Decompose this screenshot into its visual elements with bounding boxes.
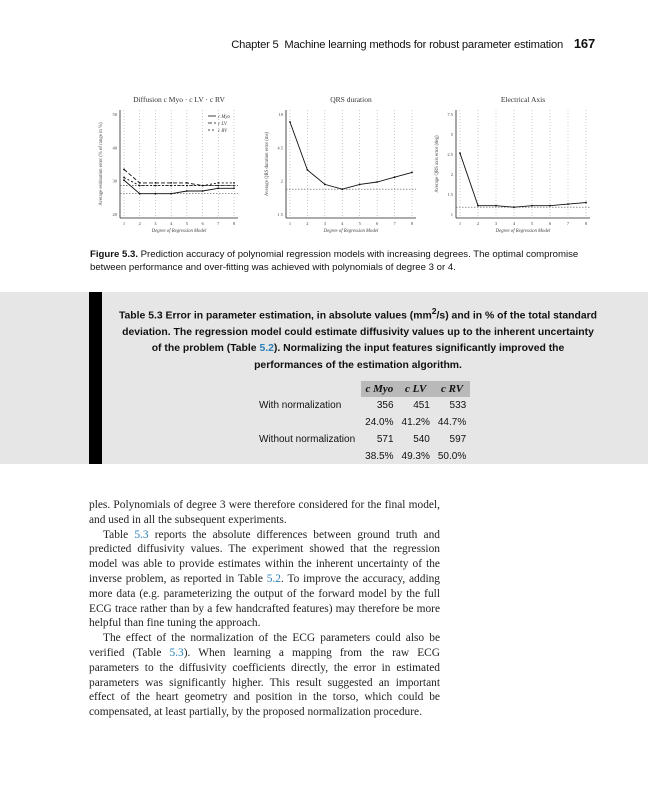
y-tick-label: 7.5 — [447, 112, 453, 117]
x-tick-label: 3 — [323, 221, 326, 226]
table-5-3-link[interactable]: 5.3 — [134, 528, 149, 541]
table-cell: 38.5% — [365, 451, 394, 462]
x-tick-label: 8 — [584, 221, 588, 226]
data-point — [233, 187, 235, 189]
y-tick-label: 1 — [450, 212, 453, 217]
paragraph — [89, 528, 440, 632]
series-line-qrs-duration — [290, 122, 412, 189]
data-point — [307, 169, 309, 171]
table-cell: 597 — [449, 434, 467, 445]
legend-label: c Myo — [218, 115, 230, 120]
data-point — [585, 202, 587, 204]
data-point — [217, 185, 219, 187]
table-caption-sup: 2 — [431, 306, 437, 316]
table-caption-part1: Table 5.3 Error in parameter estimation, in absolute values (mm — [118, 310, 432, 322]
x-tick-label: 5 — [358, 221, 361, 226]
data-point — [324, 184, 326, 186]
chart-title: Diffusion c Myo · c LV · c RV — [133, 95, 225, 104]
data-point — [123, 179, 125, 181]
data-point — [513, 206, 515, 208]
row-label — [255, 448, 361, 465]
x-axis-label: Degree of Regression Model — [323, 229, 379, 234]
x-axis-label: Degree of Regression Model — [495, 229, 551, 234]
figure-label: Figure 5.3. — [90, 249, 138, 260]
x-tick-label: 3 — [154, 221, 157, 226]
figure-plots — [76, 90, 596, 240]
x-tick-label: 4 — [512, 221, 516, 226]
chapter-title: Machine learning methods for robust parameter estimation — [284, 39, 563, 51]
series-line-c-myo — [124, 180, 234, 194]
x-tick-label: 7 — [217, 221, 220, 226]
y-tick-label: 2.5 — [447, 152, 453, 157]
y-tick-label: 10 — [278, 112, 283, 117]
data-point — [202, 185, 204, 187]
legend-label: c RV — [218, 129, 228, 134]
text-run: reports the absolute differences between ground truth and predicted diffusivity values. The experiment showed that the regression model was able to provide estimates within the inherent uncertainty of the inverse problem, as reported in Table — [89, 528, 440, 585]
table-5-3-link[interactable]: 5.3 — [169, 646, 184, 659]
data-point — [139, 185, 141, 187]
table-cell: 41.2% — [401, 417, 430, 428]
data-point — [139, 182, 141, 184]
data-point — [170, 182, 172, 184]
data-point — [186, 182, 188, 184]
legend-label: c LV — [218, 122, 227, 127]
x-tick-label: 1 — [288, 221, 292, 226]
data-point — [495, 205, 497, 207]
chart-title: QRS duration — [330, 95, 372, 104]
y-axis-label: Average QRS axis error (deg) — [435, 135, 440, 193]
results-table — [255, 381, 470, 465]
y-tick-label: 50 — [112, 112, 117, 117]
text-run: Table — [103, 528, 135, 541]
y-tick-label: 20 — [112, 212, 117, 217]
x-tick-label: 7 — [393, 221, 396, 226]
text-run: The effect of the normalization of the ECG parameters could also be verified (Table — [89, 632, 440, 659]
table-cell: 571 — [376, 434, 394, 445]
data-point — [233, 182, 235, 184]
data-point — [459, 152, 461, 154]
table-cell: 44.7% — [437, 417, 467, 428]
table-header-row — [255, 381, 470, 397]
x-tick-label: 3 — [494, 221, 498, 226]
x-tick-label: 6 — [376, 221, 379, 226]
table-cell: 50.0% — [437, 451, 467, 462]
table-cell: 356 — [376, 400, 394, 411]
table-caption — [118, 303, 598, 374]
body-text — [89, 498, 440, 720]
table-row — [255, 448, 470, 465]
table-caption-part3: ). Normalizing the input features significantly improved the performances of the estimation algorithm. — [254, 343, 565, 371]
chapter-label: Chapter 5 — [231, 39, 279, 51]
data-point — [155, 182, 157, 184]
y-tick-label: 4.5 — [277, 145, 283, 151]
y-tick-label: 2 — [280, 178, 283, 184]
x-tick-label: 5 — [185, 221, 188, 226]
row-label: Without normalization — [259, 434, 356, 445]
page-number: 167 — [573, 36, 595, 51]
data-point — [376, 181, 378, 183]
data-point — [202, 190, 204, 192]
data-point — [217, 187, 219, 189]
paragraph — [89, 631, 440, 720]
x-tick-label: 1 — [122, 221, 126, 226]
table-row — [255, 414, 470, 431]
data-point — [394, 176, 396, 178]
y-tick-label: 40 — [112, 145, 117, 151]
table-5-2-link[interactable]: 5.2 — [266, 572, 282, 585]
table-cell: 451 — [413, 400, 430, 411]
y-axis-label: Average estimation error (% of range in %) — [99, 122, 104, 206]
series-line-electrical-axis — [460, 153, 586, 207]
data-point — [155, 185, 157, 187]
figure-caption-text: Prediction accuracy of polynomial regression models with increasing degrees. The optimal compromise between performance and over-fitting was achieved with polynomials of degree 3 or 4. — [90, 249, 579, 273]
y-tick-label: 1.5 — [277, 212, 283, 217]
x-tick-label: 2 — [476, 221, 480, 226]
col-header: c RV — [434, 381, 470, 397]
table-row — [255, 431, 470, 448]
x-axis-label: Degree of Regression Model — [151, 229, 207, 234]
y-tick-label: 30 — [112, 178, 117, 184]
y-tick-label: 1.5 — [447, 192, 453, 197]
x-tick-label: 1 — [458, 221, 462, 226]
x-tick-label: 6 — [548, 221, 552, 226]
text-run: ). When learning a mapping from the raw ECG parameters to the diffusivity coefficients directly, the error in estimated parameters was significantly higher. This result suggested an important effect of the heart geometry and position in the torso, which could be compensated, at least partially, by the proposed normalization procedure. — [89, 646, 440, 719]
table-row — [255, 397, 470, 414]
table-side-bar — [89, 292, 102, 464]
x-tick-label: 2 — [306, 221, 309, 226]
x-tick-label: 5 — [530, 221, 534, 226]
data-point — [170, 185, 172, 187]
figure-5-3 — [76, 90, 596, 240]
col-header: c LV — [398, 381, 434, 397]
text-run: . To improve the accuracy, adding more data (e.g. parameterizing the output of the forward model by the full ECG trace rather than by a few handcrafted features) may therefore be more helpful than fine tuning the approach. — [89, 572, 440, 630]
data-point — [186, 190, 188, 192]
y-tick-label: 5 — [450, 132, 453, 137]
running-header — [231, 36, 595, 51]
x-tick-label: 2 — [138, 221, 141, 226]
chart-title: Electrical Axis — [500, 95, 546, 104]
table-cell: 533 — [449, 400, 467, 411]
data-point — [186, 185, 188, 187]
row-label: With normalization — [259, 400, 342, 411]
data-point — [123, 177, 125, 179]
x-tick-label: 4 — [170, 221, 173, 226]
figure-caption — [90, 248, 590, 274]
table-cell: 24.0% — [365, 417, 394, 428]
y-axis-label: Average QRS duration error (ms) — [265, 131, 270, 197]
x-tick-label: 7 — [566, 221, 570, 226]
data-point — [155, 193, 157, 195]
paragraph: ples. Polynomials of degree 3 were therefore considered for the final model, and used in all the subsequent experiments. — [89, 499, 440, 526]
data-point — [531, 205, 533, 207]
table-cell: 49.3% — [401, 451, 430, 462]
x-tick-label: 6 — [201, 221, 204, 226]
data-point — [477, 205, 479, 207]
table-cell: 540 — [413, 434, 430, 445]
data-point — [217, 182, 219, 184]
y-tick-label: 2 — [450, 172, 453, 177]
data-point — [170, 193, 172, 195]
data-point — [411, 172, 413, 174]
x-tick-label: 4 — [341, 221, 344, 226]
data-point — [123, 169, 125, 171]
table-caption-part2: /s) and in % of the total standard deviation. The regression model could estimate diffusivity values up to the inherent uncertainty of the problem (Table — [122, 310, 598, 355]
data-point — [139, 193, 141, 195]
data-point — [341, 188, 343, 190]
x-tick-label: 8 — [410, 221, 414, 226]
data-point — [359, 184, 361, 186]
col-header: c Myo — [361, 381, 397, 397]
data-point — [549, 205, 551, 207]
data-point — [567, 203, 569, 205]
data-point — [289, 121, 291, 123]
x-tick-label: 8 — [232, 221, 236, 226]
table-5-2-link[interactable]: 5.2 — [259, 343, 274, 355]
series-line-c-rv — [124, 178, 234, 186]
row-label — [255, 414, 361, 431]
